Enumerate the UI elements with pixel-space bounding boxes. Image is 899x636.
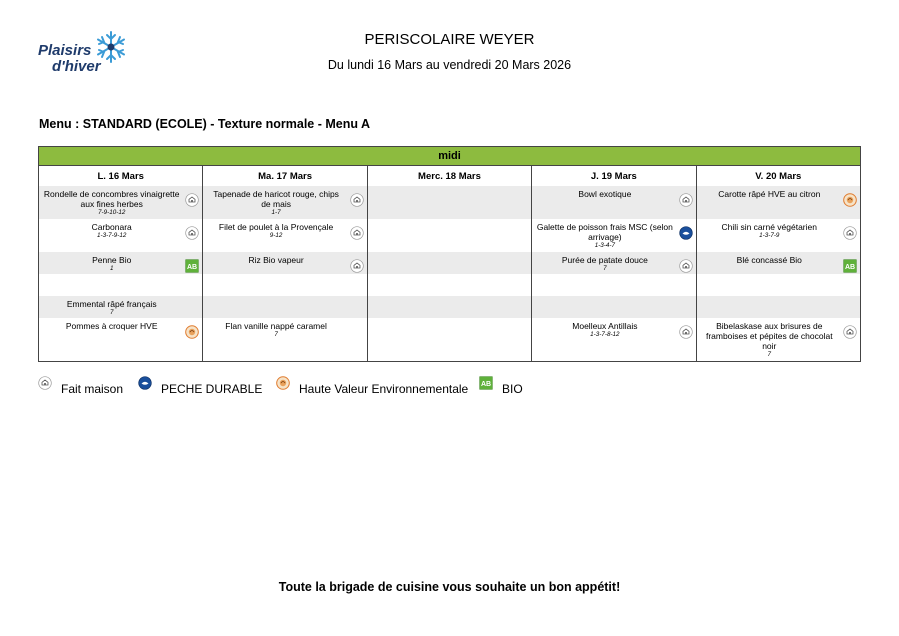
day-header: Merc. 18 Mars: [367, 166, 531, 187]
dish-name: Pommes à croquer HVE: [65, 321, 158, 331]
fait-maison-icon: [350, 193, 364, 207]
legend-label: Fait maison: [61, 382, 124, 396]
logo-text-line2: d'hiver: [52, 58, 101, 75]
menu-cell: [696, 186, 860, 219]
peche-durable-icon: [138, 376, 152, 390]
svg-text:AB: AB: [844, 264, 856, 271]
fait-maison-icon: [679, 193, 693, 207]
menu-row: [39, 252, 861, 274]
dish-name: Moelleux Antillais: [572, 321, 638, 331]
page-title: PERISCOLAIRE WEYER: [364, 31, 535, 48]
dish-name: Emmental râpé français: [66, 299, 157, 309]
fait-maison-icon: [350, 259, 364, 273]
peche-durable-icon: [679, 226, 693, 240]
menu-cell: [367, 186, 531, 219]
dish-name: Purée de patate douce: [561, 255, 648, 265]
menu-cell: [367, 219, 531, 252]
menu-cell: [203, 318, 367, 362]
dish-name: Tapenade de haricot rouge, chips de mais: [213, 189, 339, 210]
dish-name: Bowl exotique: [578, 189, 632, 199]
allergen-codes: 1-3-7-8-12: [590, 331, 620, 339]
fait-maison-icon: [679, 325, 693, 339]
fait-maison-icon: [843, 226, 857, 240]
day-header: V. 20 Mars: [696, 166, 860, 187]
dish-name: Filet de poulet à la Provençale: [218, 222, 334, 232]
bio-icon: [843, 259, 857, 273]
svg-text:AB: AB: [480, 381, 492, 388]
footer-message: Toute la brigade de cuisine vous souhaite un bon appétit!: [278, 580, 621, 594]
menu-table: [38, 146, 861, 362]
menu-cell: [367, 296, 531, 318]
day-header: L. 16 Mars: [39, 166, 203, 187]
menu-cell: [39, 318, 203, 362]
menu-cell: [39, 219, 203, 252]
menu-cell: [39, 274, 203, 296]
bio-icon: [185, 259, 199, 273]
dish-name: Flan vanille nappé caramel: [225, 321, 327, 331]
menu-row: [39, 296, 861, 318]
dish-name: Rondelle de concombres vinaigrette aux fines herbes: [43, 189, 180, 210]
dish-name: Bibelaskase aux brisures de framboises et pépites de chocolat noir: [705, 321, 833, 352]
fait-maison-icon: [843, 325, 857, 339]
menu-cell: [203, 219, 367, 252]
menu-cell: [203, 274, 367, 296]
menu-cell: [532, 252, 696, 274]
meal-band: midi: [39, 147, 861, 166]
menu-cell: [696, 274, 860, 296]
menu-cell: [367, 274, 531, 296]
allergen-codes: 7: [767, 351, 772, 359]
menu-cell: [367, 252, 531, 274]
menu-row: [39, 318, 861, 362]
hve-icon: [276, 376, 290, 390]
legend-label: BIO: [502, 382, 523, 396]
allergen-codes: 9-12: [269, 232, 283, 240]
bio-icon: [479, 376, 493, 390]
menu-cell: [367, 318, 531, 362]
dish-name: Riz Bio vapeur: [248, 255, 304, 265]
menu-cell: [203, 296, 367, 318]
svg-text:AB: AB: [187, 264, 198, 271]
hve-icon: [843, 193, 857, 207]
menu-cell: [696, 219, 860, 252]
day-header: Ma. 17 Mars: [203, 166, 367, 187]
allergen-codes: 7: [274, 331, 278, 339]
logo-text-line1: Plaisirs: [38, 42, 92, 59]
fait-maison-icon: [350, 226, 364, 240]
fait-maison-icon: [38, 376, 52, 390]
menu-row: [39, 186, 861, 219]
fait-maison-icon: [185, 226, 199, 240]
dish-name: Carbonara: [91, 222, 132, 232]
menu-cell: [696, 252, 860, 274]
allergen-codes: 1-7: [271, 209, 281, 217]
menu-cell: [532, 318, 696, 362]
allergen-codes: 7: [603, 265, 607, 273]
menu-cell: [532, 219, 696, 252]
menu-cell: [39, 252, 203, 274]
dish-name: Penne Bio: [92, 255, 132, 265]
hve-icon: [185, 325, 199, 339]
menu-label: Menu : STANDARD (ECOLE) - Texture normale - Menu A: [39, 117, 371, 131]
date-range: Du lundi 16 Mars au vendredi 20 Mars 2026: [327, 58, 572, 72]
fait-maison-icon: [185, 193, 199, 207]
allergen-codes: 1-3-4-7: [594, 242, 616, 250]
legend-label: PECHE DURABLE: [161, 382, 263, 396]
menu-cell: [532, 186, 696, 219]
allergen-codes: 1-3-7-9-12: [96, 232, 127, 240]
allergen-codes: 7-9-10-12: [98, 209, 126, 217]
menu-cell: [39, 186, 203, 219]
legend-label: Haute Valeur Environnementale: [299, 382, 469, 396]
menu-cell: [203, 186, 367, 219]
menu-row: [39, 274, 861, 296]
allergen-codes: 1-3-7-9: [759, 232, 780, 240]
dish-name: Galette de poisson frais MSC (selon arrivage): [536, 222, 673, 243]
allergen-codes: 7: [109, 309, 114, 317]
day-header: J. 19 Mars: [532, 166, 696, 187]
menu-cell: [532, 274, 696, 296]
dish-name: Chili sin carné végétarien: [721, 222, 817, 232]
menu-cell: [203, 252, 367, 274]
menu-cell: [532, 296, 696, 318]
dish-name: Carotte râpé HVE au citron: [718, 189, 821, 199]
menu-row: [39, 219, 861, 252]
allergen-codes: 1: [109, 265, 114, 273]
menu-cell: [696, 318, 860, 362]
menu-cell: [39, 296, 203, 318]
dish-name: Blé concassé Bio: [736, 255, 802, 265]
menu-cell: [696, 296, 860, 318]
fait-maison-icon: [679, 259, 693, 273]
